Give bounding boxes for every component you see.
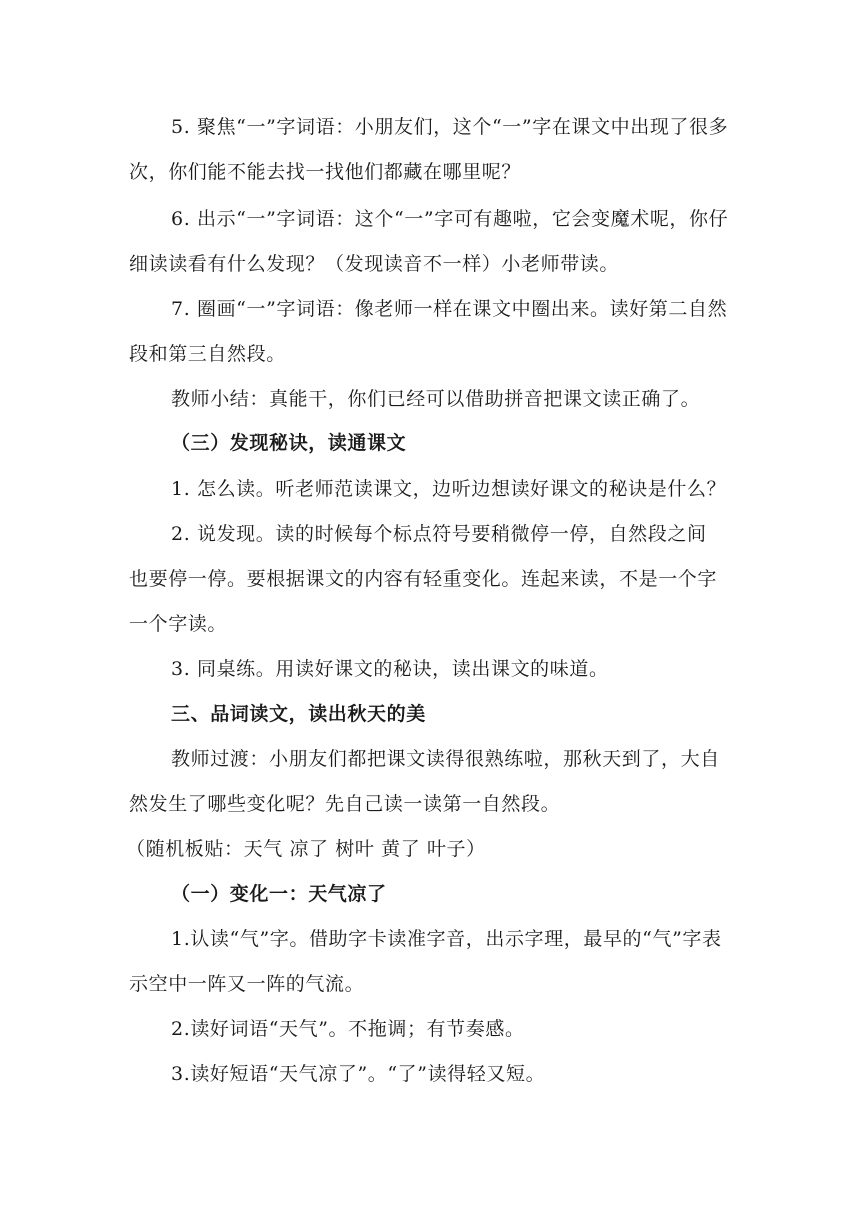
paragraph-line: 7. 圈画“一”字词语：像老师一样在课文中圈出来。读好第二自然 <box>171 298 728 320</box>
paragraph-line: 1. 怎么读。听老师范读课文，边听边想读好课文的秘诀是什么？ <box>171 478 727 500</box>
paragraph-line: 细读读看有什么发现？（发现读音不一样）小老师带读。 <box>129 253 620 275</box>
paragraph-line: 1.认读“气”字。借助字卡读准字音，出示字理，最早的“气”字表 <box>171 928 722 950</box>
paragraph-line: （随机板贴：天气 凉了 树叶 黄了 叶子） <box>126 838 486 860</box>
paragraph-line: 3. 同桌练。用读好课文的秘诀，读出课文的味道。 <box>171 658 609 680</box>
paragraph-line: 3.读好短语“天气凉了”。“了”读得轻又短。 <box>171 1063 546 1085</box>
paragraph-line: 教师小结：真能干，你们已经可以借助拼音把课文读正确了。 <box>171 388 701 410</box>
section-heading: （三）发现秘诀，读通课文 <box>171 432 407 454</box>
section-heading: （一）变化一：天气凉了 <box>171 883 387 905</box>
paragraph-line: 2.读好词语“天气”。不拖调；有节奏感。 <box>171 1018 525 1040</box>
paragraph-line: 示空中一阵又一阵的气流。 <box>129 973 365 995</box>
paragraph-line: 5. 聚焦“一”字词语：小朋友们，这个“一”字在课文中出现了很多 <box>171 116 729 138</box>
paragraph-line: 也要停一停。要根据课文的内容有轻重变化。连起来读，不是一个字 <box>129 568 718 590</box>
paragraph-line: 次，你们能不能去找一找他们都藏在哪里呢？ <box>129 161 522 183</box>
paragraph-line: 段和第三自然段。 <box>129 343 286 365</box>
paragraph-line: 然发生了哪些变化呢？先自己读一读第一自然段。 <box>129 793 561 815</box>
paragraph-line: 6. 出示“一”字词语：这个“一”字可有趣啦，它会变魔术呢，你仔 <box>171 208 729 230</box>
paragraph-line: 一个字读。 <box>129 613 228 635</box>
paragraph-line: 教师过渡：小朋友们都把课文读得很熟练啦，那秋天到了，大自 <box>171 748 720 770</box>
paragraph-line: 2. 说发现。读的时候每个标点符号要稍微停一停，自然段之间 <box>171 523 707 545</box>
section-heading: 三、品词读文，读出秋天的美 <box>171 703 426 725</box>
